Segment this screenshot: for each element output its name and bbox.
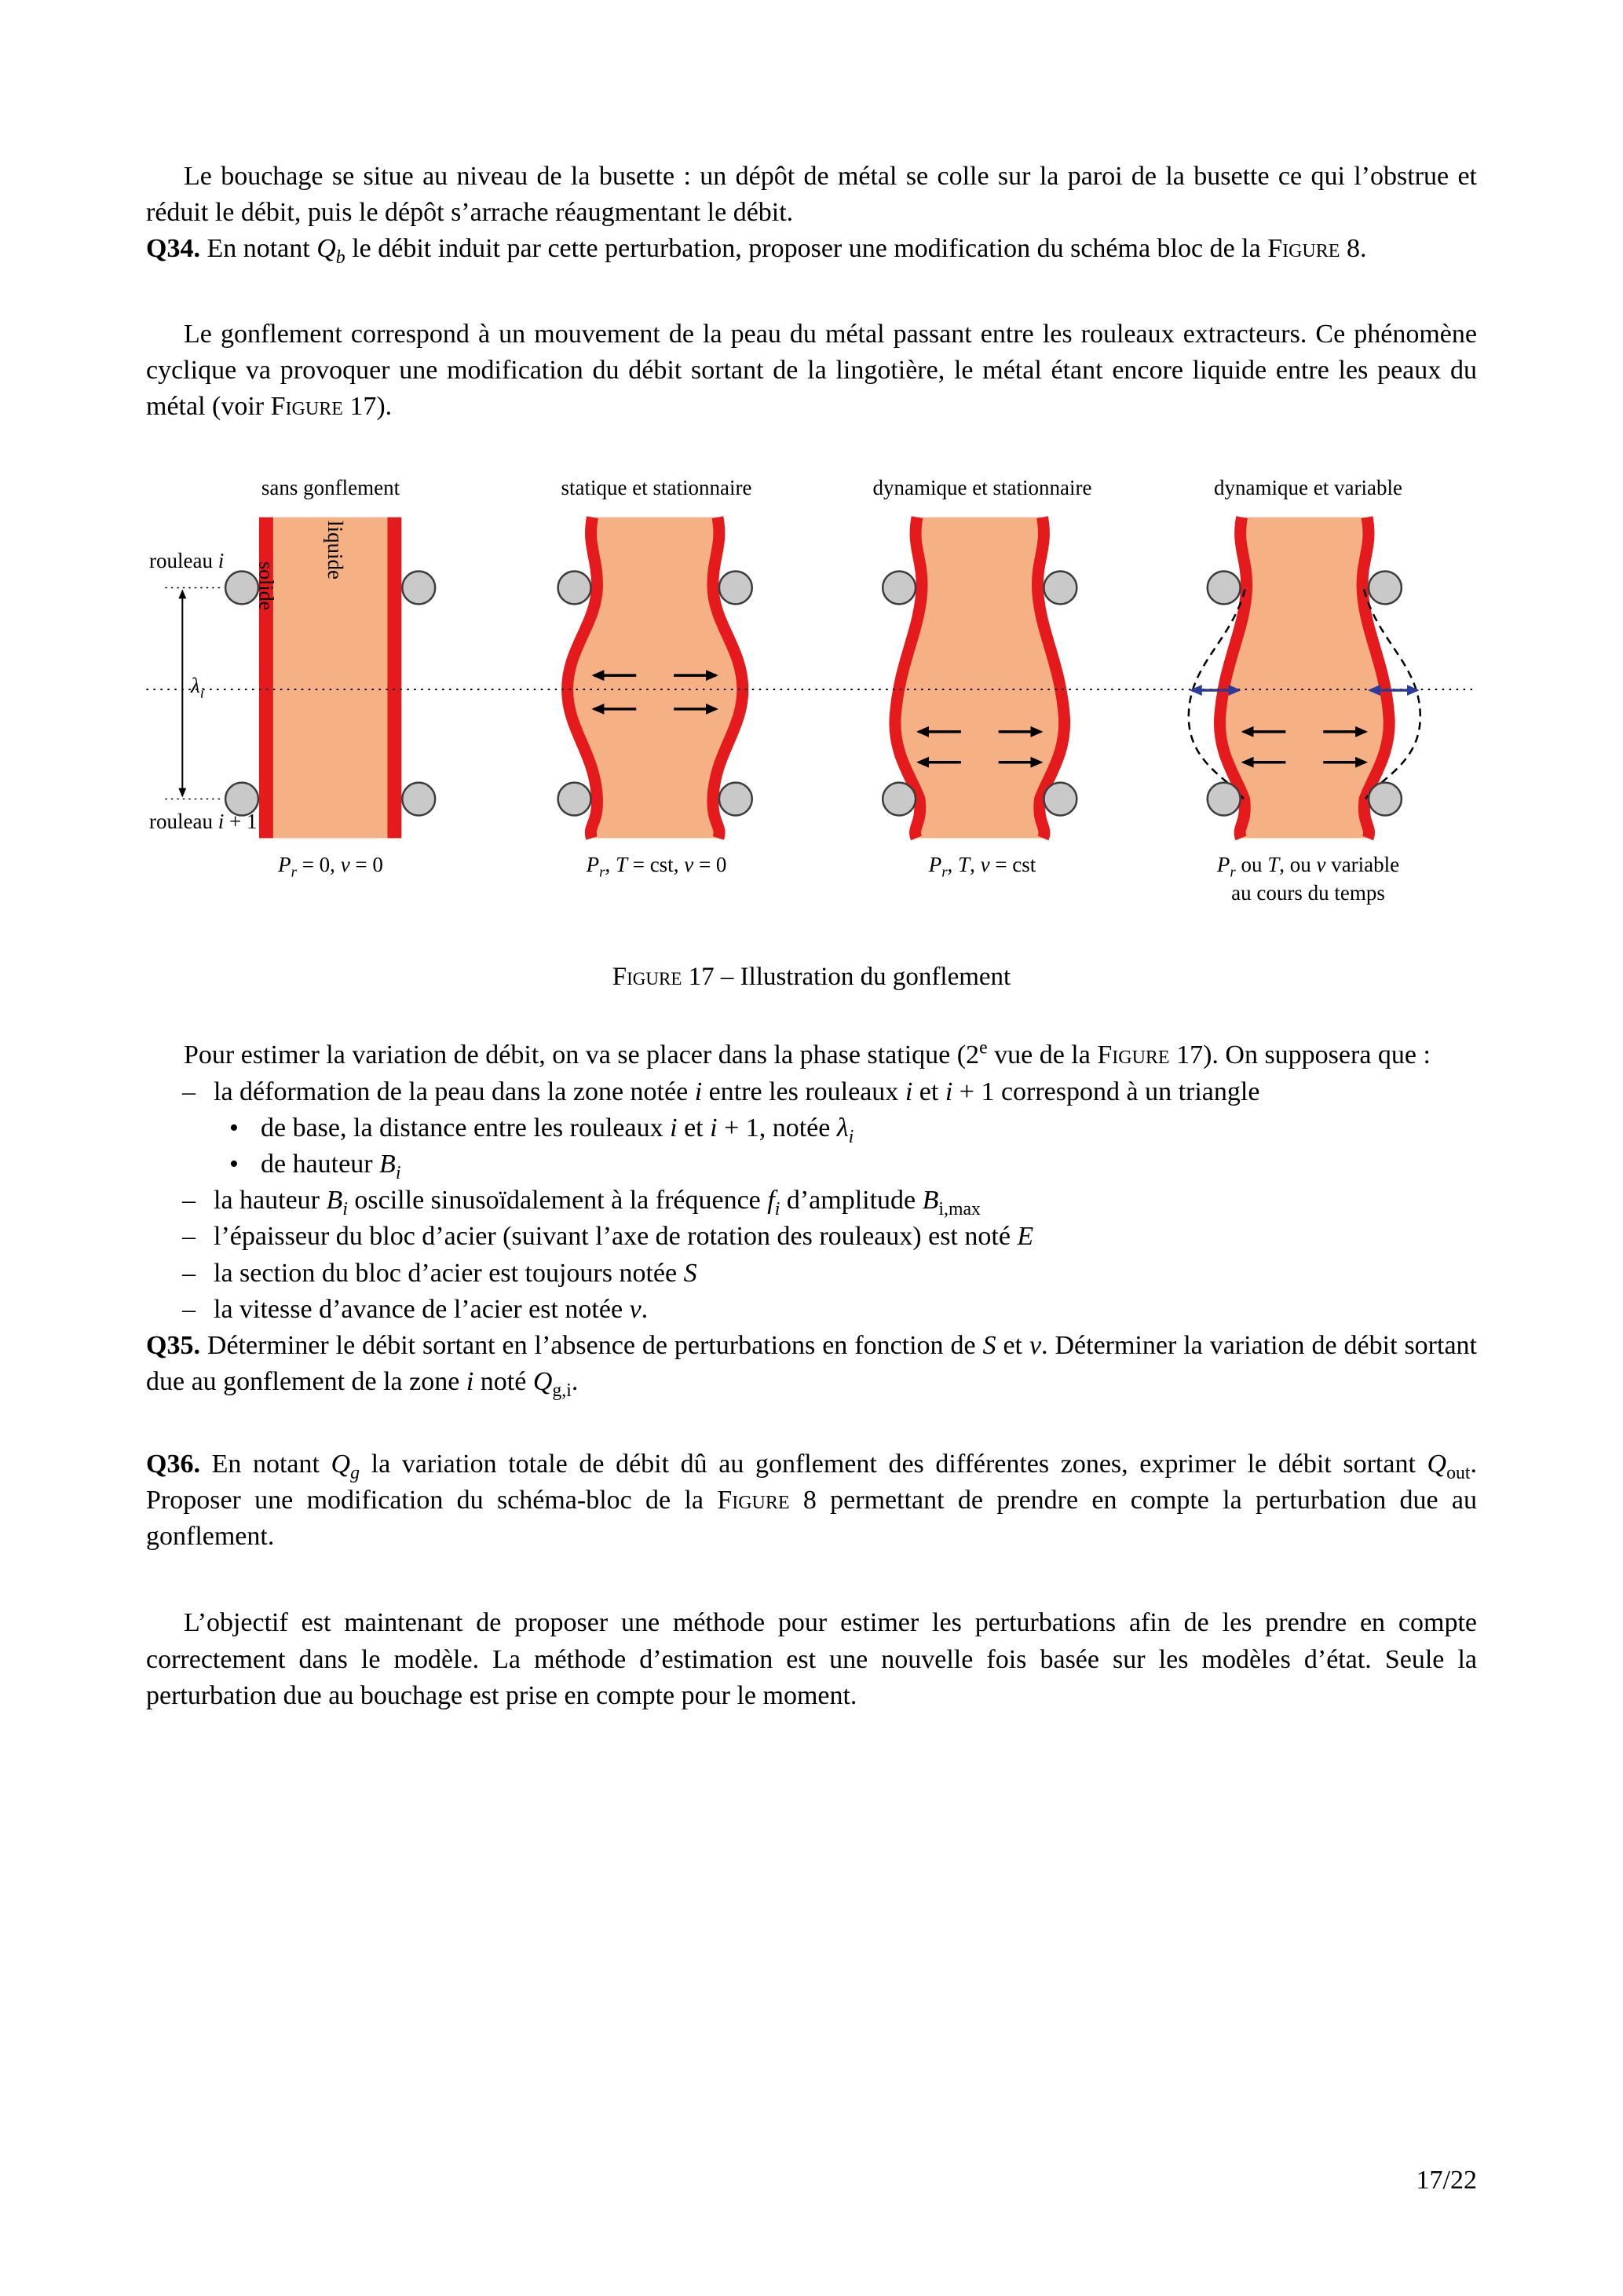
- hypotheses-list: [146, 1074, 1477, 1329]
- page-number: 17/22: [1416, 2166, 1477, 2195]
- panel-caption-3: $P_r$, T, v = cst: [928, 853, 1036, 881]
- paragraph-gonflement: Le gonflement correspond à un mouvement de la peau du métal passant entre les rouleaux extracteurs. Ce phénomène cyclique va provoquer une modification du débit sortant de la lingotière, le métal étant encore liquide entre les peaux du métal (voir Figure 17).: [146, 319, 1477, 422]
- panel-dynamique-variable: [1219, 517, 1389, 839]
- question-q36: Q36. En notant $Q_g$ la variation totale de débit dû au gonflement des différentes zones, exprimer le débit sortant $Q_{out}$. Proposer une modification du schéma-bloc de la Figure 8 permettant de prendre en compte la perturbation due au gonflement.: [146, 1449, 1477, 1552]
- column-header-dynamique-stationnaire: dynamique et stationnaire: [872, 476, 1092, 500]
- column-header-statique: statique et stationnaire: [561, 476, 752, 500]
- column-header-dynamique-variable: dynamique et variable: [1214, 476, 1402, 500]
- column-header-sans-gonflement: sans gonflement: [261, 476, 400, 500]
- dash-marker: –: [182, 1186, 196, 1216]
- label-liquide: liquide: [323, 521, 347, 580]
- label-lambda-i: $\lambda_i$: [191, 674, 204, 702]
- page-content: [146, 159, 1477, 1714]
- label-rouleau-i: rouleau i: [149, 549, 225, 573]
- list-item-section: – la section du bloc d’acier est toujours notée S: [146, 1256, 1477, 1292]
- list-item-epaisseur: – l’épaisseur du bloc d’acier (suivant l’axe de rotation des rouleaux) est noté E: [146, 1219, 1477, 1255]
- dash-marker: –: [182, 1222, 196, 1252]
- paragraph-bouchage: Le bouchage se situe au niveau de la busette : un dépôt de métal se colle sur la paroi de la busette ce qui l’obstrue et réduit le débit, puis le dépôt s’arrache réaugmentant le débit.: [146, 162, 1477, 228]
- label-solide: solide: [254, 561, 278, 611]
- dash-marker: –: [182, 1077, 196, 1106]
- panel-caption-4: $P_r$ ou T, ou v variable: [1216, 853, 1400, 881]
- paragraph-objectif: L’objectif est maintenant de proposer une méthode pour estimer les perturbations afin de les prendre en compte correctement dans le modèle. La méthode d’estimation est une nouvelle fois basée sur les modèles d’état. Seule la perturbation due au bouchage est prise en compte pour le moment.: [146, 1608, 1477, 1710]
- list-item-base: • de base, la distance entre les rouleaux i et i + 1, notée $\lambda_i$: [146, 1110, 1477, 1146]
- dash-marker: –: [182, 1258, 196, 1288]
- list-item-hauteur: • de hauteur $B_i$: [146, 1146, 1477, 1183]
- question-q35: Q35. Déterminer le débit sortant en l’absence de perturbations en fonction de S et v. Déterminer la variation de débit sortant due au gonflement de la zone i noté $Q_{g,i}$.: [146, 1331, 1477, 1402]
- question-q34: Q34. En notant $Q_b$ le débit induit par cette perturbation, proposer une modification du schéma bloc de la Figure 8.: [146, 234, 1367, 269]
- dash-marker: –: [182, 1294, 196, 1324]
- paragraph-estimation-intro: Pour estimer la variation de débit, on va se placer dans la phase statique (2e vue de la Figure 17). On supposera que :: [184, 1037, 1431, 1070]
- list-item-vitesse: – la vitesse d’avance de l’acier est notée v.: [146, 1292, 1477, 1328]
- list-item-oscillation: – la hauteur $B_i$ oscille sinusoïdalement à la fréquence $f_i$ d’amplitude $B_{i,max}$: [146, 1183, 1477, 1219]
- bullet-marker: •: [229, 1113, 239, 1143]
- label-rouleau-i1: rouleau i + 1: [149, 810, 258, 834]
- list-item-deformation: – la déformation de la peau dans la zone notée i entre les rouleaux i et i + 1 correspond à un triangle: [146, 1074, 1477, 1110]
- panel-caption-2: $P_r$, T = cst, v = 0: [586, 853, 727, 881]
- panel-caption-1: $P_r = 0$, v = 0: [278, 853, 383, 881]
- figure-caption: Figure 17 – Illustration du gonflement: [612, 963, 1011, 992]
- bullet-marker: •: [229, 1149, 239, 1179]
- figure-17-gonflement: [146, 470, 1477, 920]
- panel-statique-stationnaire: [568, 517, 743, 839]
- panel-dynamique-stationnaire: [895, 517, 1065, 839]
- panel-caption-4-line2: au cours du temps: [1231, 881, 1385, 905]
